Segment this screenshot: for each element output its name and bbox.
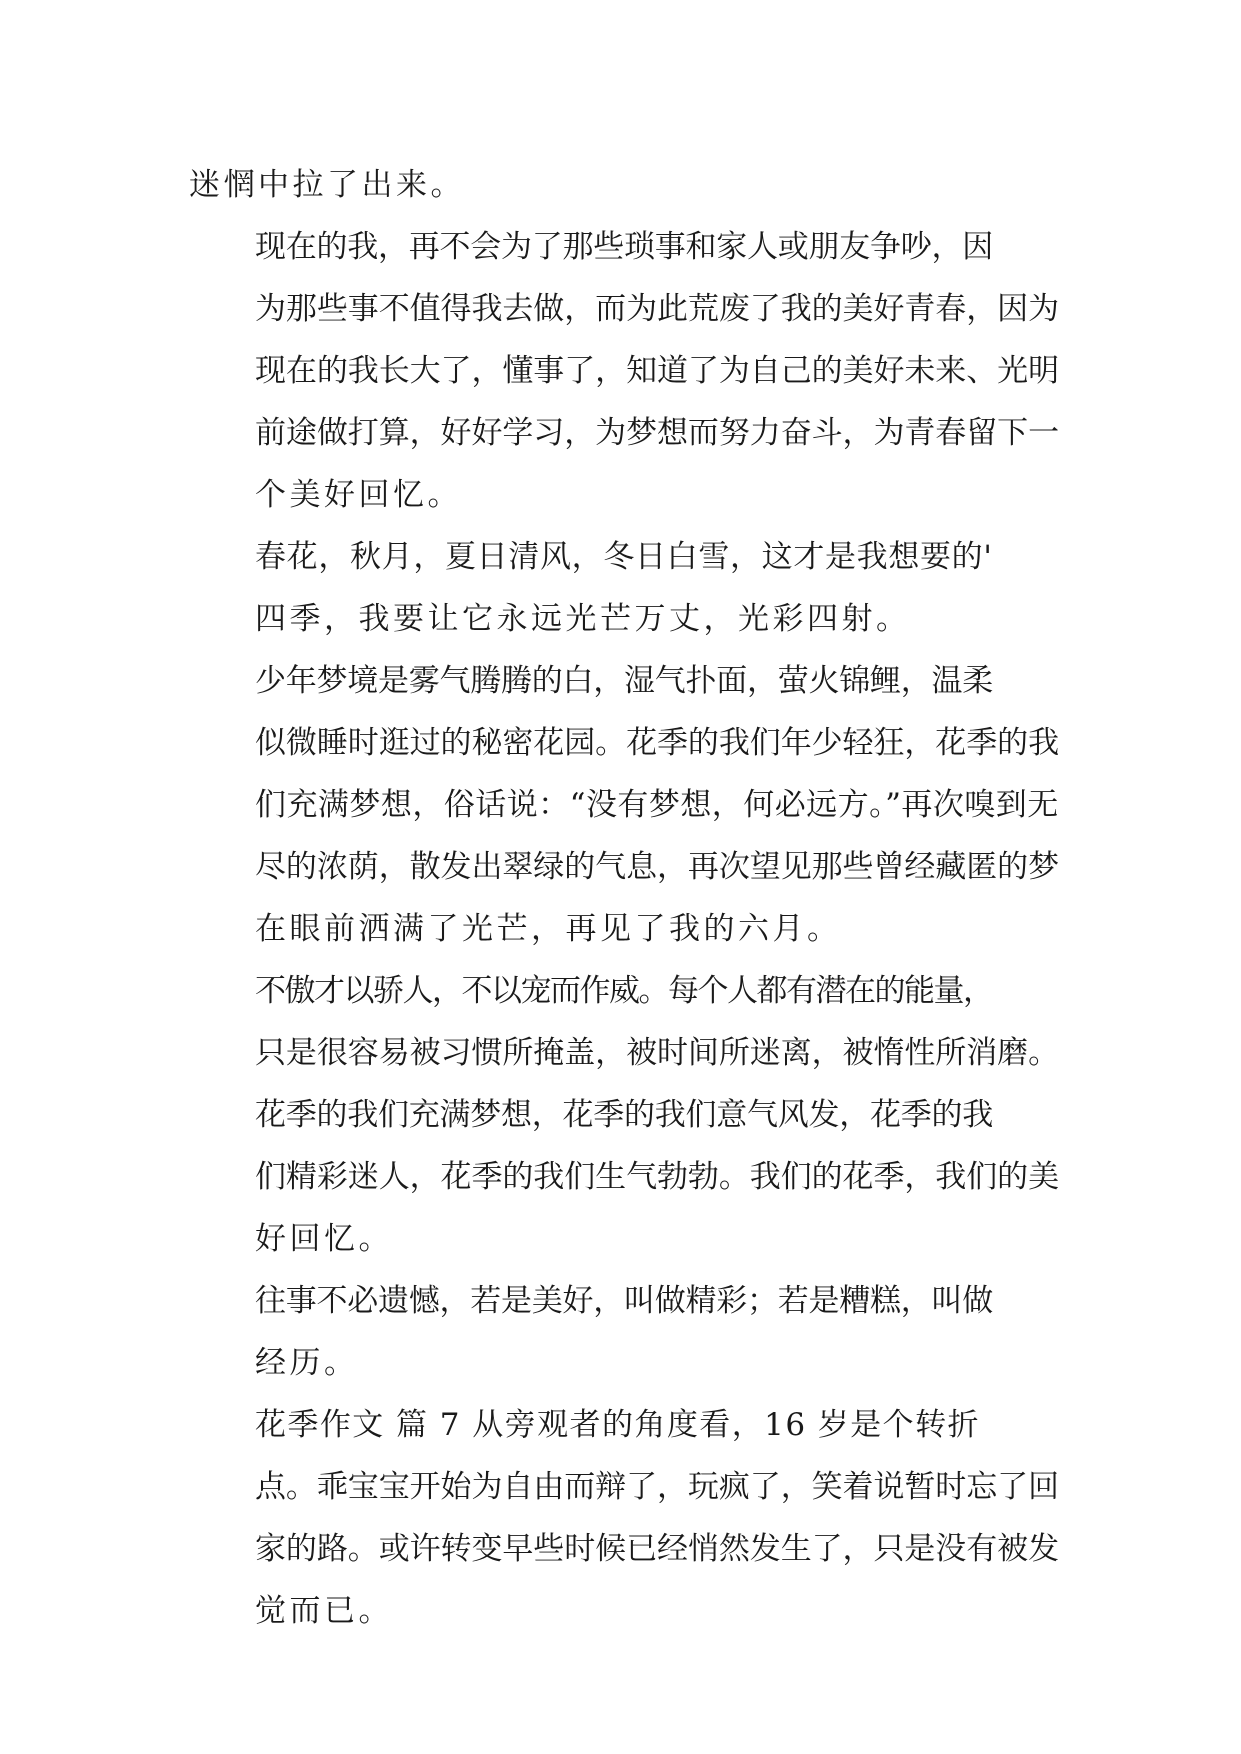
text-line: 迷惘中拉了出来。	[189, 167, 465, 203]
text-line: 现在的我长大了，懂事了，知道了为自己的美好未来、光明	[255, 353, 1059, 389]
text-line: 少年梦境是雾气腾腾的白，湿气扑面，萤火锦鲤，温柔	[255, 663, 993, 699]
text-line: 在眼前洒满了光芒，再见了我的六月。	[255, 911, 842, 947]
text-line: 只是很容易被习惯所掩盖，被时间所迷离，被惰性所消磨。	[255, 1035, 1059, 1071]
text-line: 花季的我们充满梦想，花季的我们意气风发，花季的我	[255, 1097, 993, 1133]
text-line: 觉而已。	[255, 1593, 393, 1629]
text-line: 们充满梦想，俗话说：“没有梦想，何必远方。”再次嗅到无	[255, 787, 1059, 823]
paragraph	[189, 216, 1059, 526]
text-line: 好回忆。	[255, 1221, 393, 1257]
text-line: 往事不必遗憾，若是美好，叫做精彩；若是糟糕，叫做	[255, 1283, 993, 1319]
paragraph	[189, 1084, 1059, 1270]
text-line: 前途做打算，好好学习，为梦想而努力奋斗，为青春留下一	[255, 415, 1059, 451]
text-line: 似微睡时逛过的秘密花园。花季的我们年少轻狂，花季的我	[255, 725, 1059, 761]
paragraph	[189, 154, 1059, 216]
paragraph	[189, 1394, 1059, 1642]
text-line: 们精彩迷人，花季的我们生气勃勃。我们的花季，我们的美	[255, 1159, 1059, 1195]
paragraph	[189, 526, 1059, 650]
text-line: 不傲才以骄人，不以宠而作威。每个人都有潜在的能量，	[255, 973, 993, 1009]
text-line: 经历。	[255, 1345, 359, 1381]
text-line: 家的路。或许转变早些时候已经悄然发生了，只是没有被发	[255, 1531, 1059, 1567]
paragraph	[189, 1270, 1059, 1394]
document-body	[189, 154, 1059, 1642]
text-line: 点。乖宝宝开始为自由而辩了，玩疯了，笑着说暂时忘了回	[255, 1469, 1059, 1505]
text-line: 花季作文 篇 7 从旁观者的角度看，16 岁是个转折	[255, 1407, 980, 1443]
text-line: 现在的我，再不会为了那些琐事和家人或朋友争吵，因	[255, 229, 993, 265]
text-line: 个美好回忆。	[255, 477, 462, 513]
paragraph	[189, 960, 1059, 1084]
text-line: 四季，我要让它永远光芒万丈，光彩四射。	[255, 601, 911, 637]
text-line: 尽的浓荫，散发出翠绿的气息，再次望见那些曾经藏匿的梦	[255, 849, 1059, 885]
text-line: 为那些事不值得我去做，而为此荒废了我的美好青春，因为	[255, 291, 1059, 327]
text-line: 春花，秋月，夏日清风，冬日白雪，这才是我想要的'	[255, 539, 993, 575]
paragraph	[189, 650, 1059, 960]
